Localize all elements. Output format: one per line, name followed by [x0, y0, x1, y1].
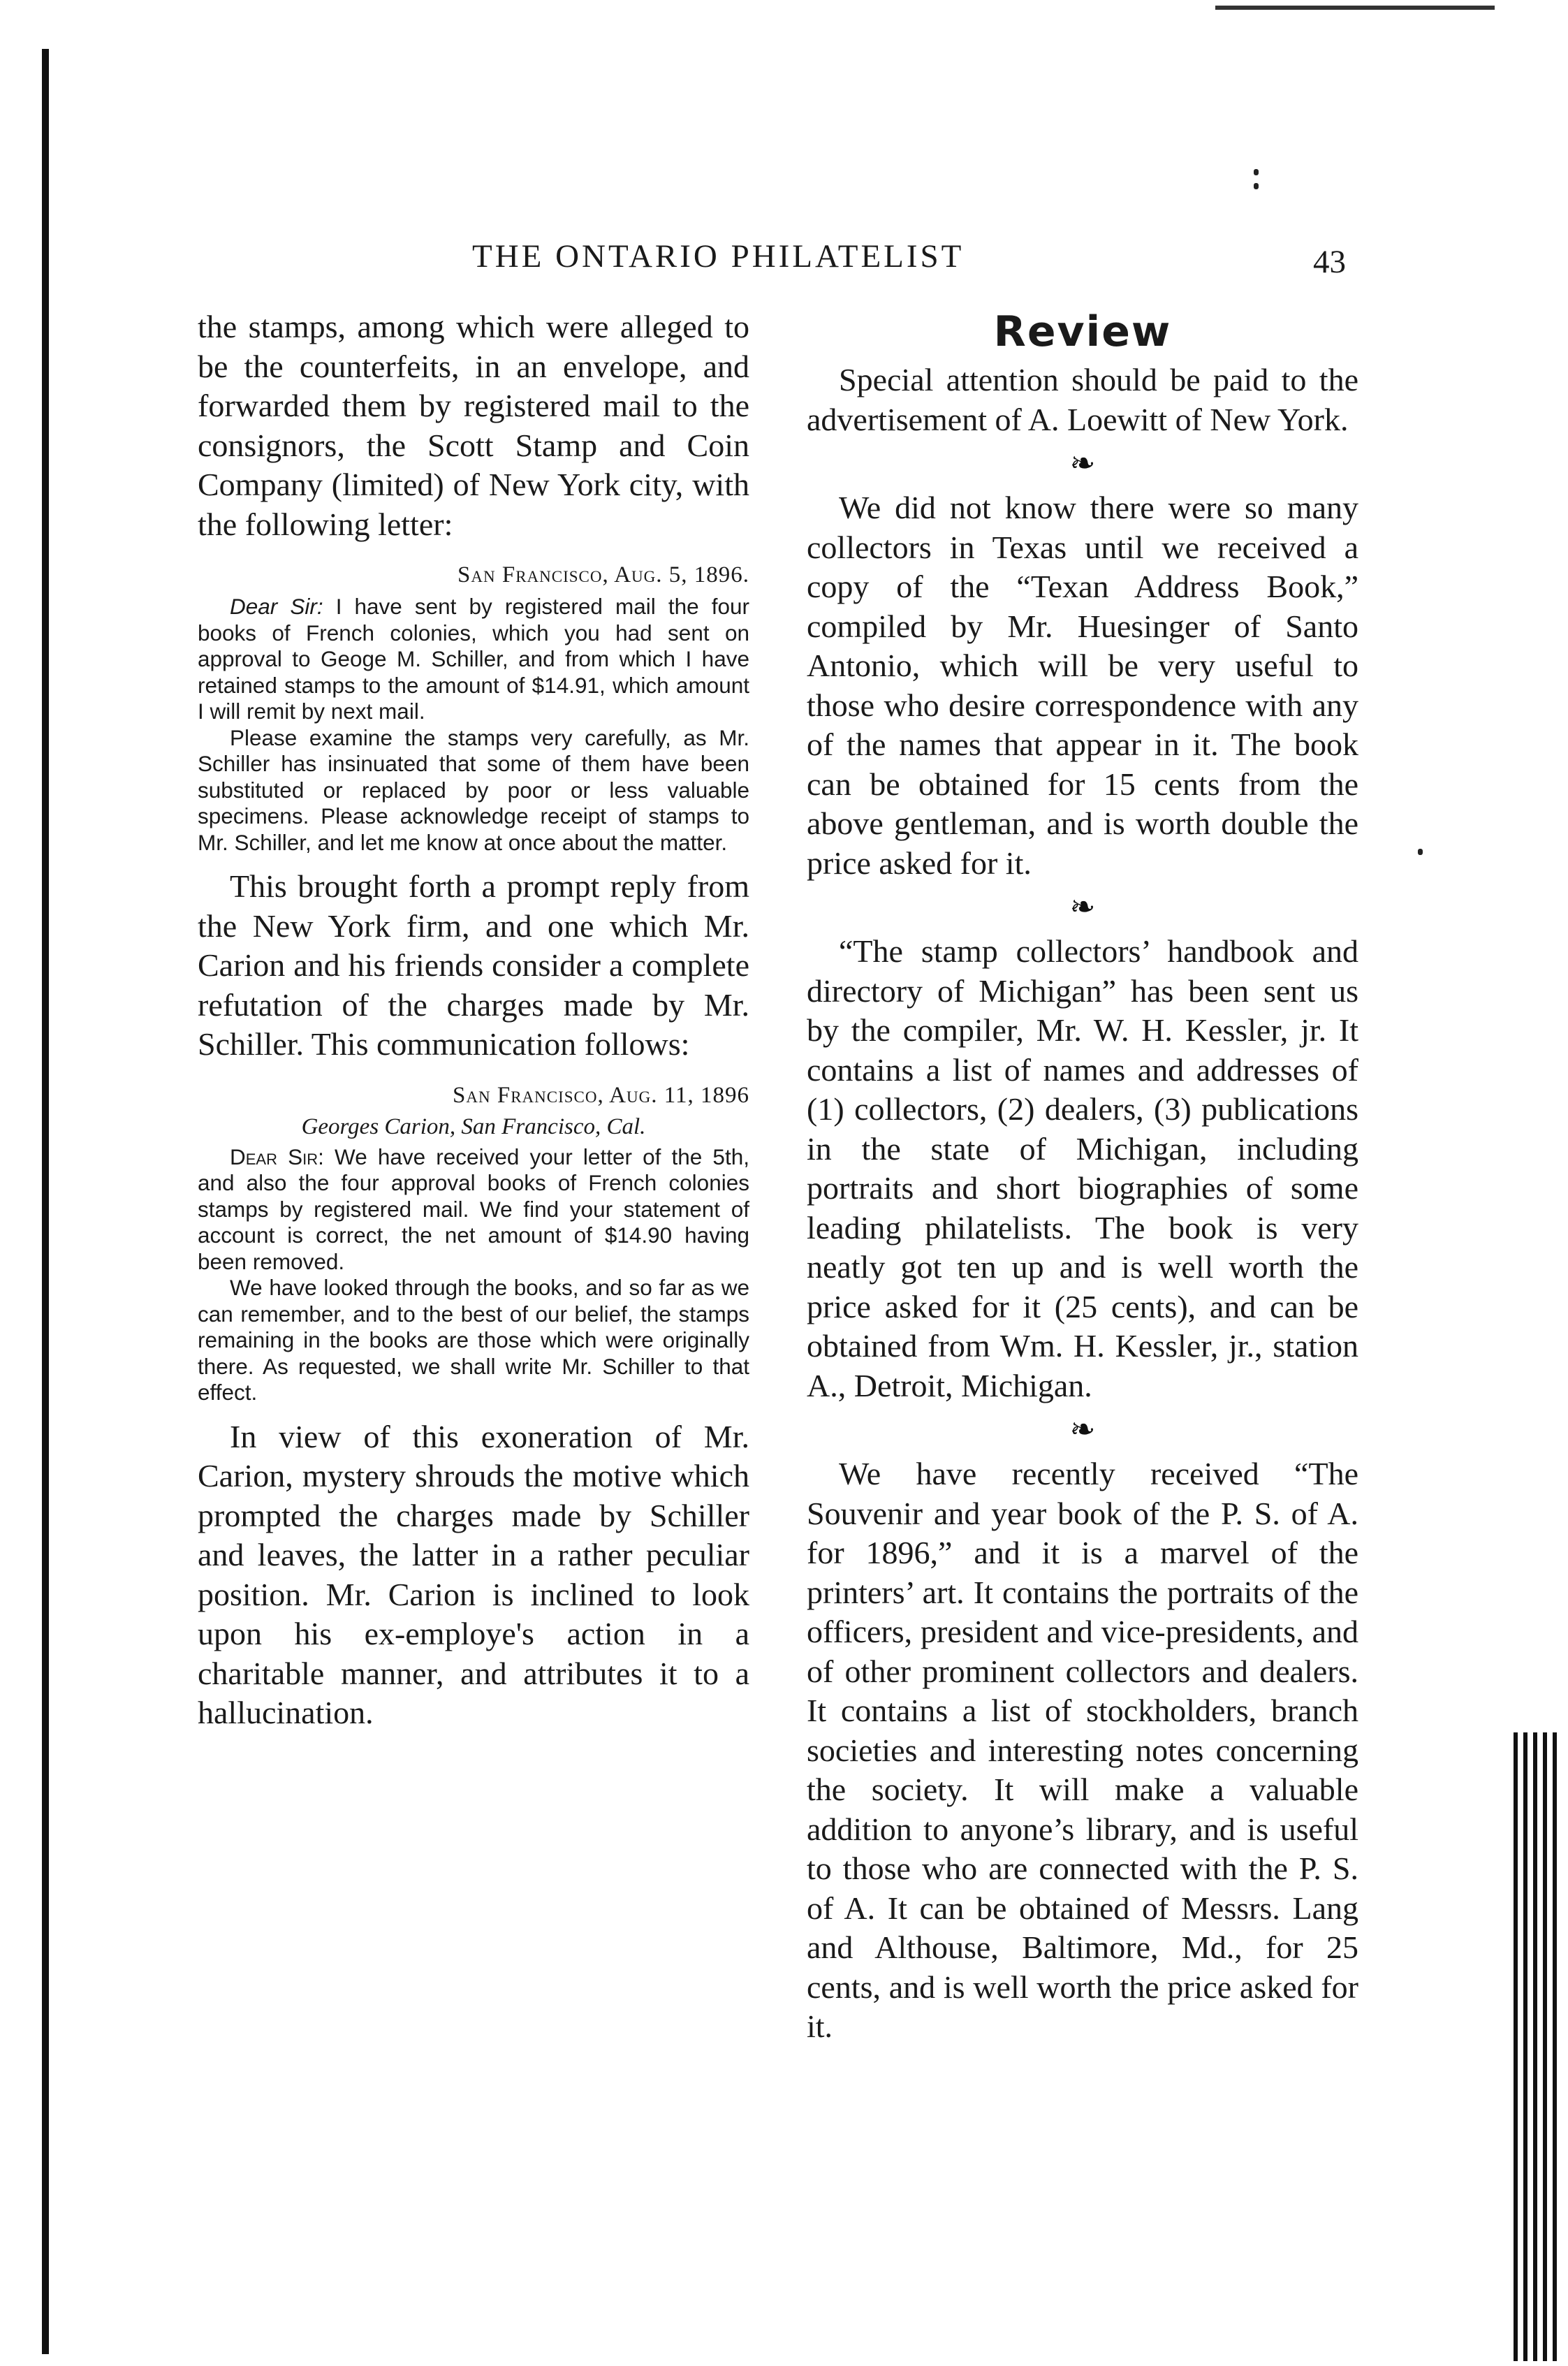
- fleuron-ornament: ❧: [1069, 890, 1096, 924]
- left-paragraph-1: the stamps, among which were alleged to be the counterfeits, in an envelope, and forwarded them by registered mail to the consignors, the Scott Stamp and Coin Company (limited) of New York city, with the following letter:: [198, 309, 749, 542]
- right-column: [807, 307, 1358, 2047]
- scan-speck: [1418, 849, 1423, 855]
- scan-speck: [1254, 169, 1259, 175]
- fleuron-ornament: ❧: [1069, 1412, 1096, 1447]
- review-paragraph-1: Special attention should be paid to the advertisement of A. Loewitt of New York.: [807, 362, 1358, 437]
- scan-edge-top: [1215, 6, 1495, 10]
- letter2-paragraph-1: We have received your letter of the 5th, and also the four approval books of French colonies stamps by registered mail. We find your statement of account is correct, the net amount of $14.90 having been removed.: [198, 1144, 749, 1274]
- letter1-paragraph-1: I have sent by registered mail the four books of French colonies, which you had sent on approval to Geoge M. Schiller, and from which I have retained stamps to the amount of $14.91, which amount I will remit by next mail.: [198, 594, 749, 724]
- letter2-addressee: Georges Carion, San Francisco, Cal.: [301, 1113, 646, 1139]
- letter2-dateline: San Francisco, Aug. 11, 1896: [453, 1082, 749, 1108]
- letter1-paragraph-2: Please examine the stamps very carefully, as Mr. Schiller has insinuated that some of them have been substituted or replaced by poor or less valuable specimens. Please acknowledge receipt of stamps to Mr. Schiller, and let me know at once about the matter.: [198, 724, 749, 855]
- left-column: [198, 307, 749, 1733]
- review-paragraph-3: “The stamp collectors’ handbook and directory of Michigan” has been sent us by the compiler, Mr. W. H. Kessler, jr. It contains a list of names and addresses of (1) collectors, (2) dealers, (3) publications in the state of Michigan, including portraits and short biographies of some leading philatelists. The book is very neatly got ten up and is well worth the price asked for it (25 cents), and can be obtained from Wm. H. Kessler, jr., station A., Detroit, Michigan.: [807, 933, 1358, 1403]
- running-header: THE ONTARIO PHILATELIST: [472, 238, 965, 275]
- letter1-dateline: San Francisco, Aug. 5, 1896.: [457, 562, 749, 587]
- scan-edge-right: [1514, 1732, 1562, 2361]
- review-paragraph-2: We did not know there were so many collectors in Texas until we received a copy of the “Texan Address Book,” compiled by Mr. Huesinger of Santo Antonio, which will be very useful to those who desire correspondence with any of the names that appear in it. The book can be obtained for 15 cents from the above gentleman, and is worth double the price asked for it.: [807, 490, 1358, 881]
- scan-speck: [1254, 183, 1259, 189]
- review-heading: Review: [993, 307, 1172, 356]
- review-paragraph-4: We have recently received “The Souvenir and year book of the P. S. of A. for 1896,” and it is a marvel of the printers’ art. It contains the portraits of the officers, president and vice-presidents, and of other prominent collectors and dealers. It contains a list of stockholders, branch societies and interesting notes concerning the society. It will make a valuable addition to anyone’s library, and is useful to those who are connected with the P. S. of A. It can be obtained of Messrs. Lang and Althouse, Baltimore, Md., for 25 cents, and is well worth the price asked for it.: [807, 1456, 1358, 2044]
- scan-edge-left: [42, 49, 49, 2354]
- letter2-salutation: Dear Sir:: [230, 1144, 324, 1169]
- letter1-body: [198, 594, 749, 856]
- left-paragraph-3: In view of this exoneration of Mr. Carion, mystery shrouds the motive which prompted the charges made by Schiller and leaves, the latter in a rather peculiar position. Mr. Carion is inclined to look upon his ex-employe's action in a charitable manner, and attributes it to a hallucination.: [198, 1418, 749, 1730]
- left-paragraph-2: This brought forth a prompt reply from the New York firm, and one which Mr. Carion and his friends consider a complete refutation of the charges made by Mr. Schiller. This communication follows:: [198, 868, 749, 1062]
- letter2-paragraph-2: We have looked through the books, and so far as we can remember, and to the best of our belief, the stamps remaining in the books are those which were originally there. As requested, we shall write Mr. Schiller to that effect.: [198, 1275, 749, 1405]
- fleuron-ornament: ❧: [1069, 446, 1096, 481]
- page-number: 43: [1313, 244, 1346, 280]
- letter2-body: [198, 1144, 749, 1406]
- letter1-salutation: Dear Sir:: [230, 594, 323, 619]
